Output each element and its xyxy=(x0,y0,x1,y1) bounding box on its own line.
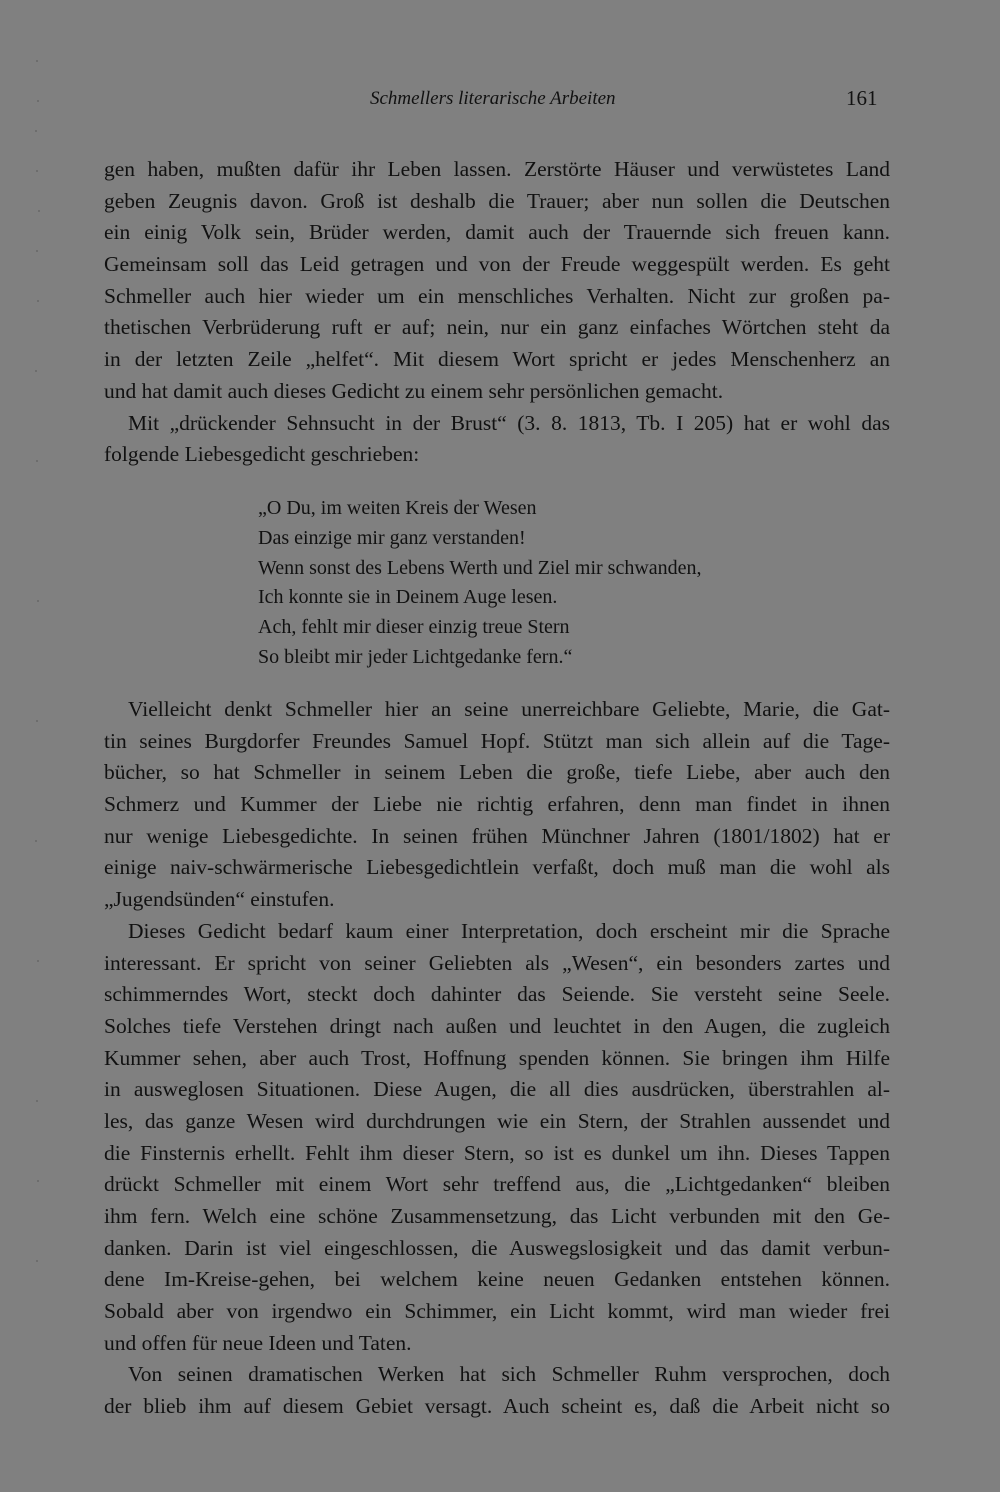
text-line: die Finsternis erhellt. Fehlt ihm dieser Stern, so ist es dunkel um ihn. Dieses Tappen xyxy=(104,1140,890,1165)
text-line: geben Zeugnis davon. Groß ist deshalb die Trauer; aber nun sollen die Deutschen xyxy=(104,188,890,213)
text-line: Mit „drückender Sehnsucht in der Brust“ (3. 8. 1813, Tb. I 205) hat er wohl das xyxy=(128,410,890,435)
text-line: gen haben, mußten dafür ihr Leben lassen. Zerstörte Häuser und verwüstetes Land xyxy=(104,157,890,181)
paragraph-continued xyxy=(104,154,890,408)
text-line: Sobald aber von irgendwo ein Schimmer, ein Licht kommt, wird man wieder frei xyxy=(104,1299,890,1324)
paragraph xyxy=(104,1359,890,1422)
text-line: in ausweglosen Situationen. Diese Augen, die all dies ausdrücken, überstrahlen al- xyxy=(104,1077,890,1102)
text-line: Kummer sehen, aber auch Trost, Hoffnung spenden können. Sie bringen ihm Hilfe xyxy=(104,1045,890,1070)
text-line: einige naiv-schwärmerische Liebesgedichtlein verfaßt, doch muß man die wohl als xyxy=(104,855,890,880)
text-line: Von seinen dramatischen Werken hat sich Schmeller Ruhm versprochen, doch xyxy=(128,1362,890,1387)
running-header-title: Schmellers literarische Arbeiten xyxy=(370,88,616,109)
paragraph xyxy=(104,916,890,1360)
text-line: bücher, so hat Schmeller in seinem Leben die große, tiefe Liebe, aber auch den xyxy=(104,760,890,785)
body-text-bottom xyxy=(104,694,890,1423)
text-line: Schmeller auch hier wieder um ein menschliches Verhalten. Nicht zur großen pa- xyxy=(104,283,890,308)
text-line: Solches tiefe Verstehen dringt nach außen und leuchtet in den Augen, die zugleich xyxy=(104,1013,890,1038)
text-line: in der letzten Zeile „helfet“. Mit diesem Wort spricht er jedes Menschenherz an xyxy=(104,347,890,372)
scan-margin-marks xyxy=(22,40,42,1340)
paragraph-intro-poem xyxy=(104,408,890,471)
poem-line: Ich konnte sie in Deinem Auge lesen. xyxy=(258,586,558,609)
text-line: tin seines Burgdorfer Freundes Samuel Hopf. Stützt man sich allein auf die Tage- xyxy=(104,728,890,753)
poem-quote xyxy=(258,494,702,673)
text-line: schimmerndes Wort, steckt doch dahinter das Seiende. Sie versteht seine Seele. xyxy=(104,982,890,1007)
text-line: der blieb ihm auf diesem Gebiet versagt. Auch scheint es, daß die Arbeit nicht so xyxy=(104,1394,890,1419)
body-text-top xyxy=(104,154,890,471)
text-line: ihm fern. Welch eine schöne Zusammensetzung, das Licht verbunden mit den Ge- xyxy=(104,1204,890,1228)
poem-line: Das einzige mir ganz verstanden! xyxy=(258,526,526,549)
paragraph xyxy=(104,694,890,916)
text-line: und hat damit auch dieses Gedicht zu einem sehr persönlichen gemacht. xyxy=(104,378,724,403)
text-line: Dieses Gedicht bedarf kaum einer Interpretation, doch erscheint mir die Sprache xyxy=(128,918,890,943)
text-line: und offen für neue Ideen und Taten. xyxy=(104,1330,412,1355)
poem-line: Wenn sonst des Lebens Werth und Ziel mir schwanden, xyxy=(258,556,702,579)
text-line: interessant. Er spricht von seiner Geliebten als „Wesen“, ein besonders zartes und xyxy=(104,950,890,975)
text-line: danken. Darin ist viel eingeschlossen, die Auswegslosigkeit und das damit verbun- xyxy=(104,1235,890,1260)
text-line: Schmerz und Kummer der Liebe nie richtig erfahren, denn man findet in ihnen xyxy=(104,792,890,817)
text-line: nur wenige Liebesgedichte. In seinen frühen Münchner Jahren (1801/1802) hat er xyxy=(104,823,890,848)
text-line: thetischen Verbrüderung ruft er auf; nein, nur ein ganz einfaches Wörtchen steht da xyxy=(104,315,890,340)
text-line: ein einig Volk sein, Brüder werden, damit auch der Trauernde sich freuen kann. xyxy=(104,220,890,245)
poem-line: Ach, fehlt mir dieser einzig treue Stern xyxy=(258,616,570,639)
text-line: les, das ganze Wesen wird durchdrungen wie ein Stern, der Strahlen aussendet und xyxy=(104,1108,890,1133)
text-line: Vielleicht denkt Schmeller hier an seine unerreichbare Geliebte, Marie, die Gat- xyxy=(128,697,890,721)
poem-line: So bleibt mir jeder Lichtgedanke fern.“ xyxy=(258,645,573,668)
text-line: folgende Liebesgedicht geschrieben: xyxy=(104,442,420,467)
text-line: „Jugendsünden“ einstufen. xyxy=(104,887,335,912)
poem-line: „O Du, im weiten Kreis der Wesen xyxy=(258,497,537,519)
text-line: Gemeinsam soll das Leid getragen und von der Freude weggespült werden. Es geht xyxy=(104,252,890,277)
text-line: drückt Schmeller mit einem Wort sehr treffend aus, die „Lichtgedanken“ bleiben xyxy=(104,1172,890,1197)
page-number: 161 xyxy=(846,86,878,110)
text-line: dene Im-Kreise-gehen, bei welchem keine neuen Gedanken entstehen können. xyxy=(104,1267,890,1292)
